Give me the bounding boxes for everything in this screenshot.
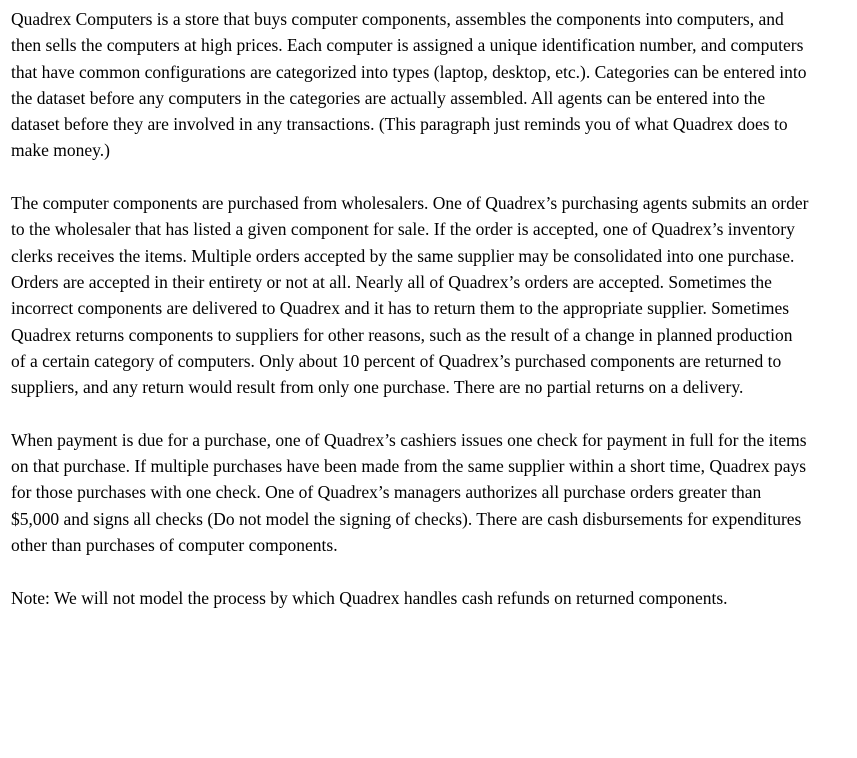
document-body [11, 6, 811, 611]
paragraph-spacer [11, 164, 811, 190]
paragraph-business-overview: Quadrex Computers is a store that buys computer components, assembles the components into computers, and then sells the computers at high prices. Each computer is assigned a unique identification number, and computers that have common configurations are categorized into types (laptop, desktop, etc.). Categories can be entered into the dataset before any computers in the categories are actually assembled. All agents can be entered into the dataset before they are involved in any transactions. (This paragraph just reminds you of what Quadrex does to make money.) [11, 9, 807, 161]
paragraph-note: Note: We will not model the process by which Quadrex handles cash refunds on returned components. [11, 587, 728, 608]
paragraph-spacer [11, 400, 811, 426]
paragraph-payment-process: When payment is due for a purchase, one of Quadrex’s cashiers issues one check for payment in full for the items on that purchase. If multiple purchases have been made from the same supplier within a short time, Quadrex pays for those purchases with one check. One of Quadrex’s managers authorizes all purchase orders greater than $5,000 and signs all checks (Do not model the signing of checks). There are cash disbursements for expenditures other than purchases of computer components. [11, 429, 807, 555]
paragraph-purchasing-process: The computer components are purchased from wholesalers. One of Quadrex’s purchasing agents submits an order to the wholesaler that has listed a given component for sale. If the order is accepted, one of Quadrex’s inventory clerks receives the items. Multiple orders accepted by the same supplier may be consolidated into one purchase. Orders are accepted in their entirety or not at all. Nearly all of Quadrex’s orders are accepted. Sometimes the incorrect components are delivered to Quadrex and it has to return them to the appropriate supplier. Sometimes Quadrex returns components to suppliers for other reasons, such as the result of a change in planned production of a certain category of computers. Only about 10 percent of Quadrex’s purchased components are returned to suppliers, and any return would result from only one purchase. There are no partial returns on a delivery. [11, 193, 809, 398]
paragraph-spacer [11, 558, 811, 584]
